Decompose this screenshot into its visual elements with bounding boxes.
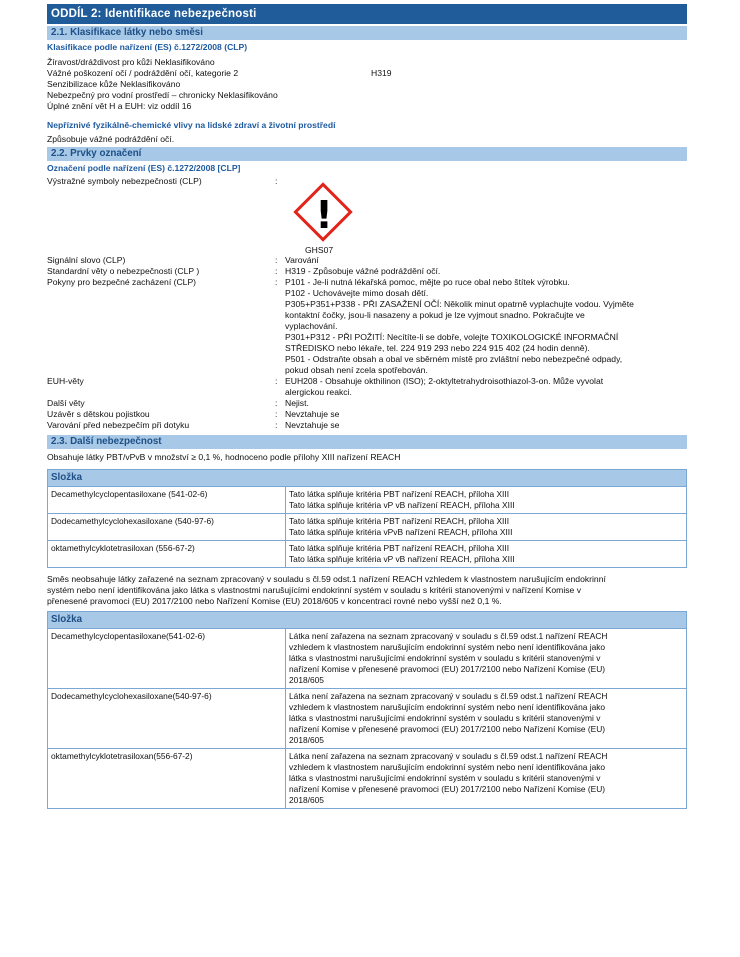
tactile-warning-row: Varování před nebezpečím při dotyku : Nevztahuje se [47, 420, 340, 430]
endocrine-component-table [47, 611, 687, 809]
euh-statements-row: EUH-věty : EUH208 - Obsahuje okthilinon (ISO); 2-oktyltetrahydroisothiazol-3-on. Může vyvolat alergickou reakci. [47, 376, 604, 397]
signal-word-row: Signální slovo (CLP) : Varování [47, 255, 319, 265]
table-row: Decamethylcyclopentasiloxane (541-02-6) Tato látka splňuje kritéria PBT nařízení REACH, příloha XIII Tato látka splňuje kritéria vP vB nařízení REACH, příloha XIII [48, 487, 687, 514]
clp-classification-title: Klasifikace podle nařízení (ES) č.1272/2008 (CLP) [47, 42, 248, 52]
classification-line: Senzibilizace kůže Neklasifikováno [47, 79, 181, 89]
classification-list [47, 57, 687, 112]
adverse-effects-text: Způsobuje vážné podráždění očí. [47, 134, 175, 144]
classification-line: Vážné poškození očí / podráždění očí, kategorie 2 H319 [47, 68, 392, 78]
hazard-statements-row: Standardní věty o nebezpečnosti (CLP ) : H319 - Způsobuje vážné podráždění očí. [47, 266, 441, 276]
table-row: Decamethylcyclopentasiloxane(541-02-6) Látka není zařazena na seznam zpracovaný v souladu s čl.59 odst.1 nařízení REACH vzhledem k vlastnostem narušujícím endokrinní systém nebo není identifikována jako látka s vlastnostmi narušujícími endokrinní systém v souladu s kritérii stanovenými v nařízení Komise v přenesené pravomoci (EU) 2017/2100 nebo Nařízení Komise (EU) 2018/605 [48, 629, 687, 689]
precautionary-statements-row: Pokyny pro bezpečné zacházení (CLP) : P101 - Je-li nutná lékařská pomoc, mějte po ruce obal nebo štítek výrobku. P102 - Uchovávejte mimo dosah dětí. P305+P351+P338 - PŘI ZASAŽENÍ OČÍ: Několik minut opatrně vyplachujte vodou. Vyjměte kontaktní čočky, jsou-li nasazeny a pokud je lze vyjmout snadno. Pokračujte ve vyplachování. P301+P312 - PŘI POŽITÍ: Necítíte-li se dobře, volejte TOXIKOLOGICKÉ INFORMAČNÍ STŘEDISKO nebo lékaře, tel. 224 919 293 nebo 224 915 402 (24 hodin denně). P501 - Odstraňte obsah a obal ve sběrném místě pro zvláštní nebo nebezpečné odpady, pokud obsah není zcela spotřebován. [47, 277, 634, 375]
table-row: Dodecamethylcyclohexasiloxane(540-97-6) Látka není zařazena na seznam zpracovaný v souladu s čl.59 odst.1 nařízení REACH vzhledem k vlastnostem narušujícím endokrinní systém nebo není identifikována jako látka s vlastnostmi narušujícími endokrinní systém v souladu s kritérii stanovenými v nařízení Komise v přenesené pravomoci (EU) 2017/2100 nebo Nařízení Komise (EU) 2018/605 [48, 689, 687, 749]
subsection-2-2-title: 2.2. Prvky označení [47, 147, 687, 161]
child-resistant-row: Uzávěr s dětskou pojistkou : Nevztahuje se [47, 409, 340, 419]
subsection-2-3-title: 2.3. Další nebezpečnost [47, 435, 687, 449]
endocrine-paragraph: Směs neobsahuje látky zařazené na seznam zpracovaný v souladu s čl.59 odst.1 nařízení REACH vzhledem k vlastnostem narušujícím endokrinní systém nebo není identifikována jako látka s vlastnostmi narušujícími endokrinní systém v souladu s kritérii stanovenými v nařízení Komise v přenesené pravomoci (EU) 2017/2100 nebo Nařízení Komise (EU) 2018/605 v koncentraci rovné nebo vyšší než 0,1 %. [47, 574, 606, 606]
subsection-2-1-title: 2.1. Klasifikace látky nebo směsi [47, 26, 687, 40]
section-title: ODDÍL 2: Identifikace nebezpečnosti [47, 4, 687, 24]
table-header: Složka [48, 470, 687, 487]
other-phrases-row: Další věty : Nejist. [47, 398, 309, 408]
pbt-component-table [47, 469, 687, 568]
table-row: oktamethylcyklotetrasiloxan (556-67-2) Tato látka splňuje kritéria PBT nařízení REACH, příloha XIII Tato látka splňuje kritéria vP vB nařízení REACH, příloha XIII [48, 541, 687, 568]
classification-line: Úplné znění vět H a EUH: viz oddíl 16 [47, 101, 192, 111]
table-row: oktamethylcyklotetrasiloxan(556-67-2) Látka není zařazena na seznam zpracovaný v souladu s čl.59 odst.1 nařízení REACH vzhledem k vlastnostem narušujícím endokrinní systém nebo není identifikována jako látka s vlastnostmi narušujícími endokrinní systém v souladu s kritérii stanovenými v nařízení Komise v přenesené pravomoci (EU) 2017/2100 nebo Nařízení Komise (EU) 2018/605 [48, 749, 687, 809]
table-header: Složka [48, 612, 687, 629]
separator: : [275, 176, 278, 186]
pictogram-label: Výstražné symboly nebezpečnosti (CLP) [47, 176, 202, 186]
sds-section-2 [47, 4, 687, 809]
pictogram-area [47, 187, 687, 253]
pictogram-row [47, 176, 687, 187]
table-row: Dodecamethylcyclohexasiloxane (540-97-6) Tato látka splňuje kritéria PBT nařízení REACH, příloha XIII Tato látka splňuje kritéria vPvB nařízení REACH, příloha XIII [48, 514, 687, 541]
classification-line: Nebezpečný pro vodní prostředí – chronicky Neklasifikováno [47, 90, 278, 100]
adverse-effects-title: Nepříznivé fyzikálně-chemické vlivy na lidské zdraví a životní prostředí [47, 120, 336, 130]
pictogram-code: GHS07 [305, 245, 334, 255]
pbt-text: Obsahuje látky PBT/vPvB v množství ≥ 0,1 %, hodnoceno podle přílohy XIII nařízení REACH [47, 452, 401, 462]
exclamation-mark-icon: ! [315, 193, 333, 237]
clp-labelling-title: Označení podle nařízení (ES) č.1272/2008 [CLP] [47, 163, 241, 173]
labelling-rows [47, 255, 687, 431]
classification-line: Žíravost/dráždivost pro kůži Neklasifikováno [47, 57, 215, 67]
